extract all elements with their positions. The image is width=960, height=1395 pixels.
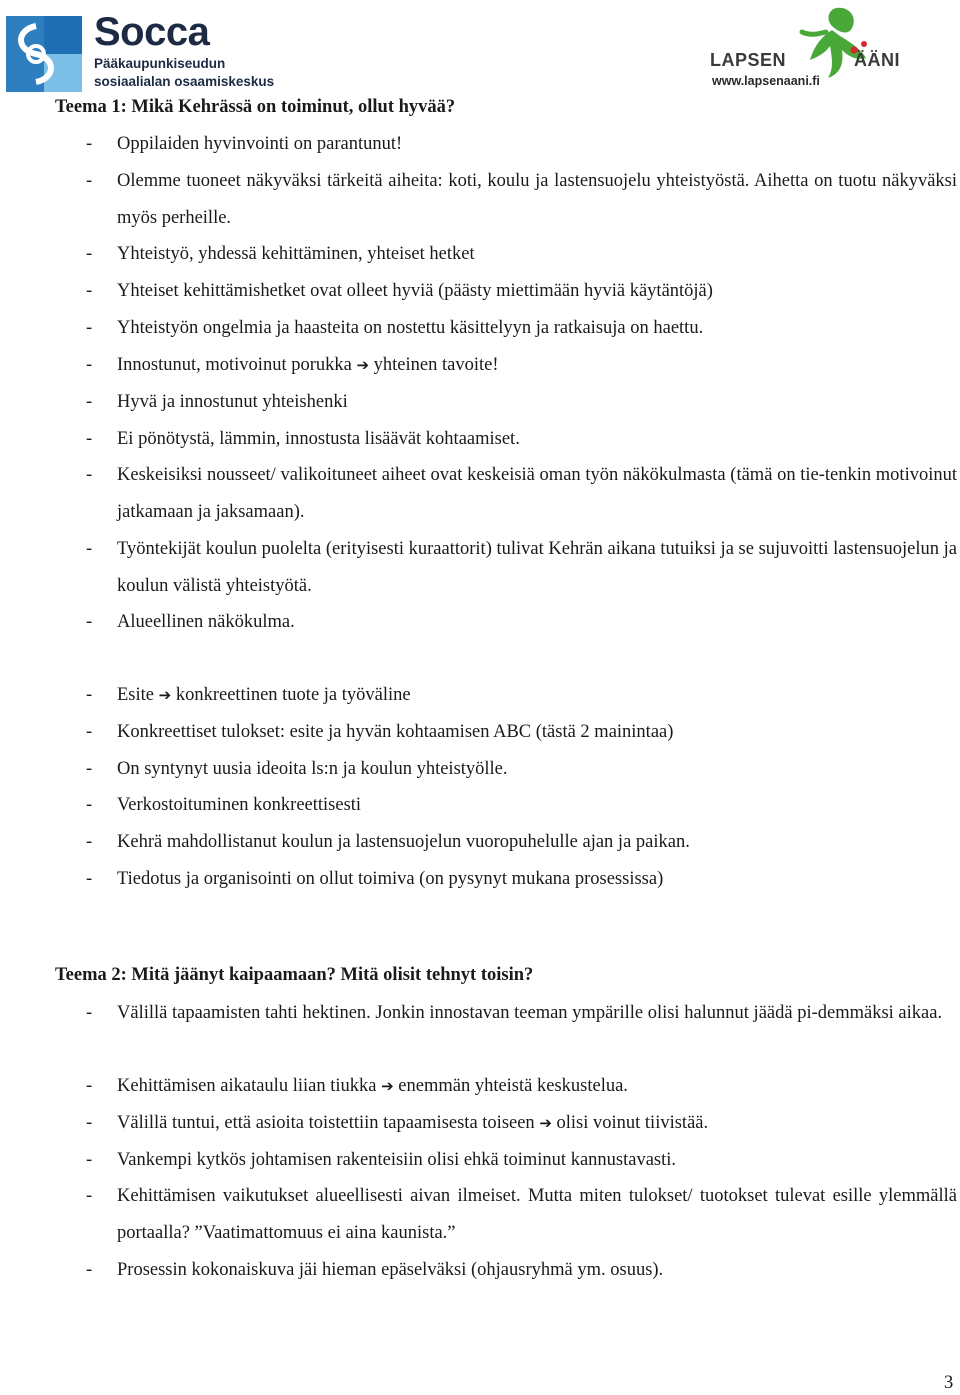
socca-logo — [6, 8, 276, 90]
list-item: Välillä tapaamisten tahti hektinen. Jonkin innostavan teeman ympärille olisi halunnut jäädä pi-demmäksi aikaa. — [117, 1003, 943, 1023]
list-dash: - — [86, 429, 93, 449]
arrow-right-icon: ➔ — [381, 1077, 394, 1095]
list-dash: - — [86, 134, 93, 154]
page-header — [0, 0, 960, 95]
list-dash: - — [86, 1186, 93, 1206]
socca-subtitle-line2: sosiaalialan osaamiskeskus — [94, 74, 275, 89]
list-item: Verkostoituminen konkreettisesti — [117, 795, 362, 815]
socca-name: Socca — [94, 10, 210, 54]
lapsen-word: LAPSEN — [710, 50, 787, 70]
list-dash: - — [86, 832, 93, 852]
list-item: Ei pönötystä, lämmin, innostusta lisäävät kohtaamiset. — [117, 429, 520, 449]
section1-heading: Teema 1: Mikä Kehrässä on toiminut, ollut hyvää? — [55, 97, 456, 117]
socca-subtitle-line1: Pääkaupunkiseudun — [94, 56, 226, 71]
list-dash: - — [86, 465, 93, 485]
socca-logo-mark-icon — [6, 16, 82, 92]
list-item: On syntynyt uusia ideoita ls:n ja koulun yhteistyölle. — [117, 759, 508, 779]
list-dash: - — [86, 612, 93, 632]
list-dash: - — [86, 685, 93, 705]
lapsen-aani-logo — [700, 2, 922, 92]
list-item: Työntekijät koulun puolelta (erityisesti kuraattorit) tulivat Kehrän aikana tutuiksi ja se sujuvoitti lastensuojelun ja koulun välistä yhteistyötä. — [117, 539, 957, 596]
list-dash: - — [86, 759, 93, 779]
list-item: Prosessin kokonaiskuva jäi hieman epäselväksi (ohjausryhmä ym. osuus). — [117, 1260, 664, 1280]
list-item: Konkreettiset tulokset: esite ja hyvän kohtaamisen ABC (tästä 2 mainintaa) — [117, 722, 674, 742]
list-dash: - — [86, 355, 93, 375]
list-dash: - — [86, 539, 93, 559]
section2-heading: Teema 2: Mitä jäänyt kaipaamaan? Mitä olisit tehnyt toisin? — [55, 965, 534, 985]
list-item: Olemme tuoneet näkyväksi tärkeitä aiheita: koti, koulu ja lastensuojelu yhteistyöstä. Aihetta on tuotu näkyväksi myös perheille. — [117, 171, 957, 228]
list-dash: - — [86, 281, 93, 301]
list-item: Innostunut, motivoinut porukka ➔ yhteinen tavoite! — [117, 355, 499, 375]
list-item: Välillä tuntui, että asioita toistettiin tapaamisesta toiseen ➔ olisi voinut tiivistää. — [117, 1113, 709, 1133]
list-dash: - — [86, 722, 93, 742]
list-item: Yhteiset kehittämishetket ovat olleet hyviä (päästy miettimään hyviä käytäntöjä) — [117, 281, 713, 301]
list-dash: - — [86, 1113, 93, 1133]
list-dash: - — [86, 171, 93, 191]
list-dash: - — [86, 1260, 93, 1280]
list-dash: - — [86, 244, 93, 264]
list-dash: - — [86, 318, 93, 338]
list-item: Yhteistyö, yhdessä kehittäminen, yhteiset hetket — [117, 244, 475, 264]
lapsen-aani-url: www.lapsenaani.fi — [712, 74, 820, 88]
list-dash: - — [86, 869, 93, 889]
list-dash: - — [86, 392, 93, 412]
list-item: Esite ➔ konkreettinen tuote ja työväline — [117, 685, 411, 705]
aani-word: ÄÄNI — [854, 50, 900, 70]
list-item: Vankempi kytkös johtamisen rakenteisiin olisi ehkä toiminut kannustavasti. — [117, 1150, 677, 1170]
arrow-right-icon: ➔ — [158, 686, 172, 704]
list-dash: - — [86, 1150, 93, 1170]
list-dash: - — [86, 1003, 93, 1023]
list-item: Alueellinen näkökulma. — [117, 612, 295, 632]
list-item: Oppilaiden hyvinvointi on parantunut! — [117, 134, 403, 154]
list-item: Hyvä ja innostunut yhteishenki — [117, 392, 348, 412]
list-item: Yhteistyön ongelmia ja haasteita on nostettu käsittelyyn ja ratkaisuja on haettu. — [117, 318, 704, 338]
arrow-right-icon: ➔ — [539, 1114, 552, 1132]
arrow-right-icon: ➔ — [356, 356, 370, 374]
page-number: 3 — [944, 1373, 954, 1393]
list-dash: - — [86, 795, 93, 815]
list-item: Kehittämisen aikataulu liian tiukka ➔ enemmän yhteistä keskustelua. — [117, 1076, 628, 1096]
list-item: Kehittämisen vaikutukset alueellisesti aivan ilmeiset. Mutta miten tulokset/ tuotokset tulevat esille ylemmällä portaalla? ”Vaatimattomuus ei aina kaunista.” — [117, 1186, 957, 1243]
list-item: Tiedotus ja organisointi on ollut toimiva (on pysynyt mukana prosessissa) — [117, 869, 664, 889]
list-dash: - — [86, 1076, 93, 1096]
list-item: Keskeisiksi nousseet/ valikoituneet aiheet ovat keskeisiä oman työn näkökulmasta (tämä on tie-tenkin motivoinut jatkamaan ja jaksamaan). — [117, 465, 957, 522]
list-item: Kehrä mahdollistanut koulun ja lastensuojelun vuoropuhelulle ajan ja paikan. — [117, 832, 690, 852]
